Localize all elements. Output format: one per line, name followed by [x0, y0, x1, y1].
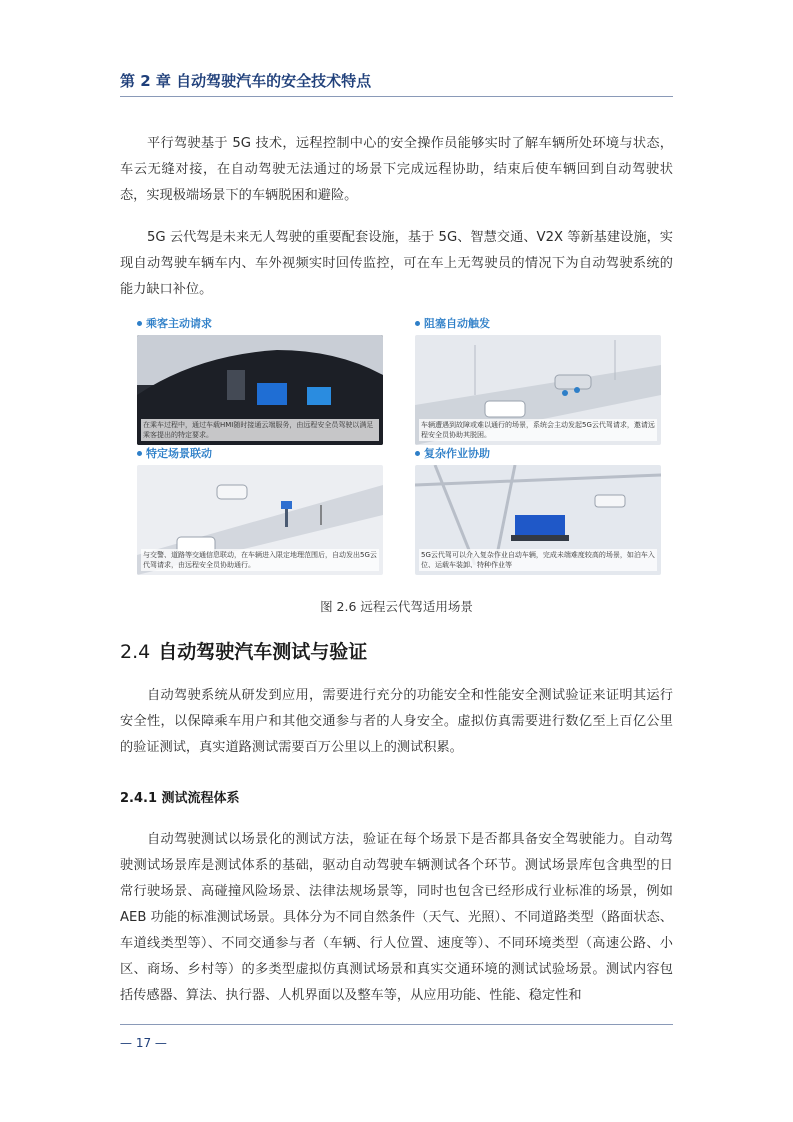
subsection-heading: 2.4.1 测试流程体系 — [120, 791, 240, 806]
page-number: — 17 — — [120, 1036, 167, 1050]
panel-label-text: 阻塞自动触发 — [424, 317, 490, 330]
panel-label-text: 特定场景联动 — [146, 447, 212, 460]
panel-label — [415, 445, 661, 461]
section-number: 2.4 — [120, 641, 151, 663]
bullet-dot-icon — [137, 321, 142, 326]
paragraph-testing-overview: 自动驾驶系统从研发到应用，需要进行充分的功能安全和性能安全测试验证来证明其运行安全性，以保障乘车用户和其他交通参与者的人身安全。虚拟仿真需要进行数亿至上百亿公里的验证测试，真实道路测试需要百万公里以上的测试积累。 — [120, 688, 673, 755]
bullet-dot-icon — [137, 451, 142, 456]
panel-passenger-request — [137, 315, 383, 445]
bullet-dot-icon — [415, 321, 420, 326]
section-title: 自动驾驶汽车测试与验证 — [158, 641, 368, 663]
panel-caption: 在乘车过程中，通过车载HMI随时接通云端服务，由远程安全员驾驶以满足乘客提出的特定要求。 — [141, 419, 379, 441]
section-heading — [120, 637, 367, 664]
footer-divider — [120, 1024, 673, 1025]
paragraph-5g-cloud-driving: 5G 云代驾是未来无人驾驶的重要配套设施，基于 5G、智慧交通、V2X 等新基建设施，实现自动驾驶车辆车内、车外视频实时回传监控，可在车上无驾驶员的情况下为自动驾驶系统的能力缺口补位。 — [120, 230, 673, 297]
bullet-dot-icon — [415, 451, 420, 456]
panel-label — [415, 315, 661, 331]
panel-image — [137, 465, 383, 575]
panel-label-text: 乘客主动请求 — [146, 317, 212, 330]
panel-image — [415, 465, 661, 575]
panel-blockage-trigger — [415, 315, 661, 445]
panel-label-text: 复杂作业协助 — [424, 447, 490, 460]
panel-complex-operation — [415, 445, 661, 575]
panel-label — [137, 445, 383, 461]
panel-label — [137, 315, 383, 331]
panel-caption: 5G云代驾可以介入复杂作业自动车辆，完成未端难度较高的场景，如泊车入位、运载车装卸、特种作业等 — [419, 549, 657, 571]
panel-caption: 与交警、道路等交通信息联动，在车辆进入限定地理范围后，自动发出5G云代驾请求，由远程安全员协助通行。 — [141, 549, 379, 571]
panel-image — [137, 335, 383, 445]
page-header-title: 第 2 章 自动驾驶汽车的安全技术特点 — [120, 72, 372, 90]
header-divider — [120, 96, 673, 97]
panel-image — [415, 335, 661, 445]
paragraph-parallel-driving: 平行驾驶基于 5G 技术，远程控制中心的安全操作员能够实时了解车辆所处环境与状态，车云无缝对接，在自动驾驶无法通过的场景下完成远程协助，结束后使车辆回到自动驾驶状态，实现极端场景下的车辆脱困和避险。 — [120, 136, 673, 203]
paragraph-test-process: 自动驾驶测试以场景化的测试方法，验证在每个场景下是否都具备安全驾驶能力。自动驾驶测试场景库是测试体系的基础，驱动自动驾驶车辆测试各个环节。测试场景库包含典型的日常行驶场景、高碰撞风险场景、法律法规场景等，同时也包含已经形成行业标准的场景，例如 AEB 功能的标准测试场景。具体分为不同自然条件（天气、光照）、不同道路类型（路面状态、车道线类型等）、不同交通参与者（车辆、行人位置、速度等）、不同环境类型（高速公路、小区、商场、乡村等）的多类型虚拟仿真测试场景和真实交通环境的测试试验场景。测试内容包括传感器、算法、执行器、人机界面以及整车等，从应用功能、性能、稳定性和 — [120, 832, 673, 1003]
figure-remote-driving-scenarios — [137, 315, 661, 575]
figure-caption: 图 2.6 远程云代驾适用场景 — [320, 599, 473, 614]
panel-caption: 车辆遭遇到故障或难以通行的场景，系统会主动发起5G云代驾请求，邀请远程安全员协助其脱困。 — [419, 419, 657, 441]
panel-specific-scenario — [137, 445, 383, 575]
